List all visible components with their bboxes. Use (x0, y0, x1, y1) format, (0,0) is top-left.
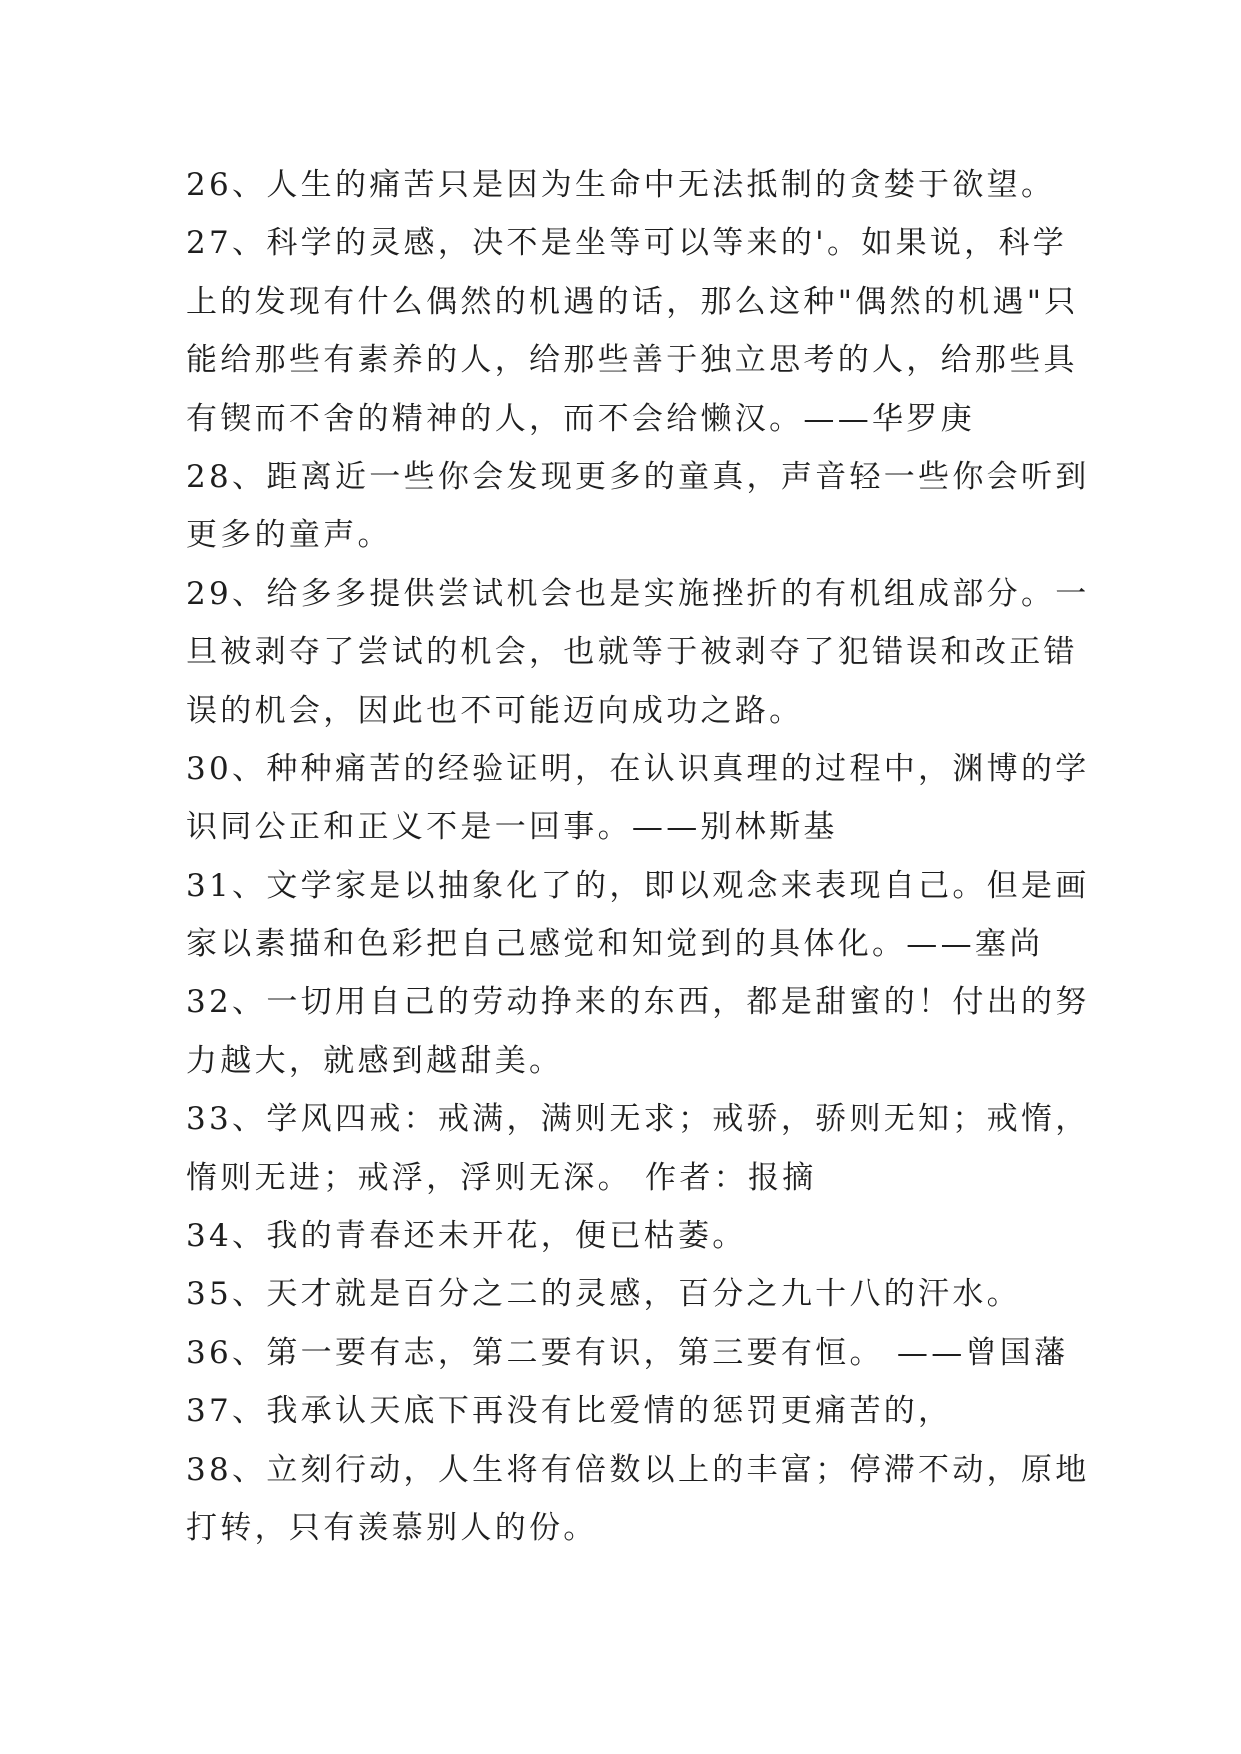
text-line: 家以素描和色彩把自己感觉和知觉到的具体化。——塞尚 (186, 926, 1044, 963)
text-line: 35、天才就是百分之二的灵感，百分之九十八的汗水。 (186, 1276, 1021, 1313)
text-line: 27、科学的灵感，决不是坐等可以等来的'。如果说，科学 (186, 225, 1068, 262)
text-line: 29、给多多提供尝试机会也是实施挫折的有机组成部分。一 (186, 575, 1090, 612)
text-line: 上的发现有什么偶然的机遇的话，那么这种"偶然的机遇"只 (186, 283, 1079, 320)
text-line: 28、距离近一些你会发现更多的童真，声音轻一些你会听到 (186, 458, 1090, 495)
text-line: 有锲而不舍的精神的人，而不会给懒汉。——华罗庚 (186, 400, 975, 437)
text-line: 打转，只有羡慕别人的份。 (186, 1509, 598, 1546)
text-line: 更多的童声。 (186, 517, 392, 554)
text-line: 31、文学家是以抽象化了的，即以观念来表现自己。但是画 (186, 867, 1090, 904)
text-line: 误的机会，因此也不可能迈向成功之路。 (186, 692, 804, 729)
text-line: 26、人生的痛苦只是因为生命中无法抵制的贪婪于欲望。 (186, 167, 1056, 203)
text-line: 识同公正和正义不是一回事。——别林斯基 (186, 809, 838, 846)
text-line: 33、学风四戒：戒满，满则无求；戒骄，骄则无知；戒惰， (186, 1101, 1090, 1138)
text-line: 30、种种痛苦的经验证明，在认识真理的过程中，渊博的学 (186, 750, 1090, 787)
text-line: 惰则无进；戒浮，浮则无深。 作者：报摘 (186, 1159, 817, 1196)
text-line: 力越大，就感到越甜美。 (186, 1042, 564, 1079)
document-body (186, 156, 1090, 1557)
text-line: 能给那些有素养的人，给那些善于独立思考的人，给那些具 (186, 342, 1078, 379)
text-line: 36、第一要有志，第二要有识，第三要有恒。 ——曾国藩 (186, 1334, 1069, 1371)
text-line: 32、一切用自己的劳动挣来的东西，都是甜蜜的！付出的努 (186, 984, 1090, 1021)
text-line: 37、我承认天底下再没有比爱情的惩罚更痛苦的， (186, 1393, 953, 1430)
text-line: 34、我的青春还未开花，便已枯萎。 (186, 1218, 747, 1255)
text-line: 38、立刻行动，人生将有倍数以上的丰富；停滞不动，原地 (186, 1451, 1090, 1488)
text-line: 旦被剥夺了尝试的机会，也就等于被剥夺了犯错误和改正错 (186, 634, 1078, 671)
